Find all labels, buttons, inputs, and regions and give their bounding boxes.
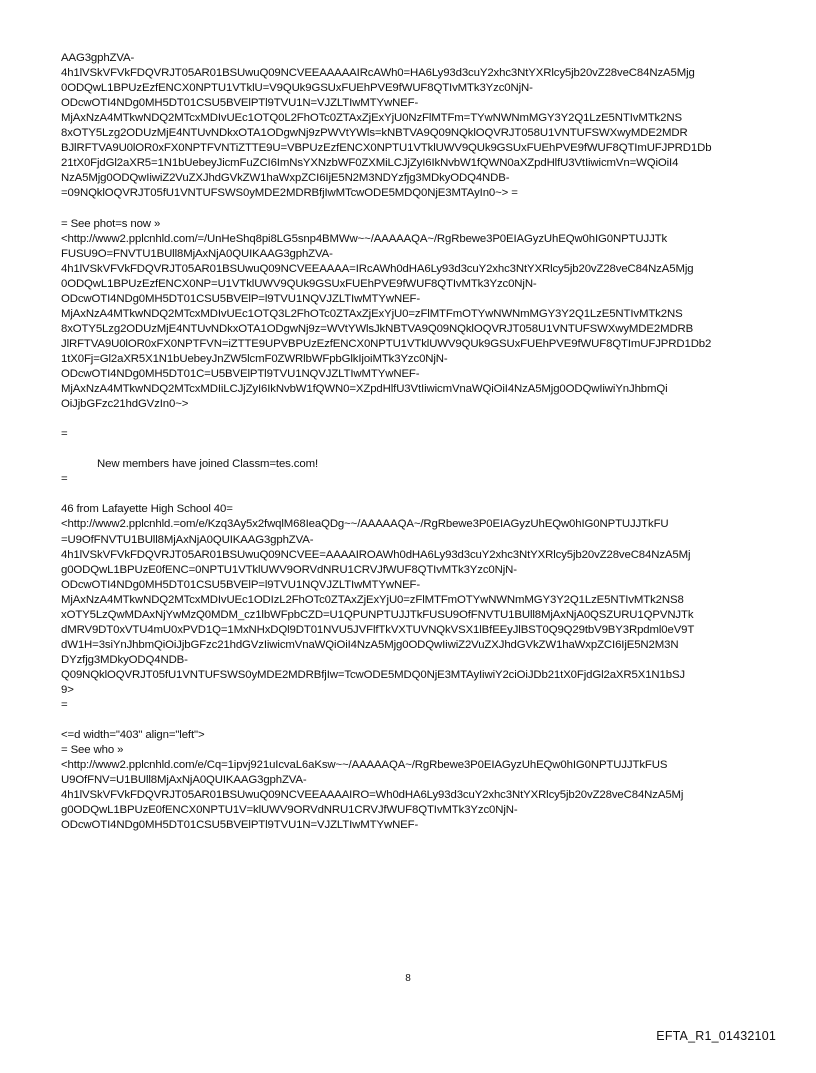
text-line: 4h1lVSkVFVkFDQVRJT05AR01BSUwuQ09NCVEEAAAAAIRcAWh0=HA6Ly93d3cuY2xhc3NtYXRlcy5jb20vZ28veC84NzA5Mjg	[61, 67, 695, 80]
text-line: = See phot=s now »	[61, 217, 161, 230]
text-line: U9OfFNV=U1BUll8MjAxNjA0QUIKAAG3gphZVA-	[61, 774, 307, 787]
text-line: JlRFTVA9U0lOR0xFX0NPTFVN=iZTTE9UPVBPUzEzfENCX0NPTU1VTklUWV9QUk9GSUxFUEhPVE9fWUF8QTImUFJPRD1Db2	[61, 337, 712, 350]
text-line: dMRV9DT0xVTU4mU0xPVD1Q=1MxNHxDQl9DT01NVU5JVFlfTkVXTUVNQkVSX1lBfEEyJlBST0Q9Q29tbV9BY3Rpdml0eV9T	[61, 623, 695, 636]
text-line: MjAxNzA4MTkwNDQ2MTcxMDIvUEc1ODIzL2FhOTc0ZTAxZjExYjU0=zFlMTFmOTYwNWNmMGY3Y2Q1LzE5NTIvMTk2NS8	[61, 593, 684, 606]
text-line: ODcwOTI4NDg0MH5DT01C=U5BVElPTl9TVU1NQVJZLTIwMTYwNEF-	[61, 367, 420, 380]
text-line: AAG3gphZVA-	[61, 52, 135, 64]
text-line: 9>	[61, 683, 74, 696]
text-line: BJlRFTVA9U0lOR0xFX0NPTFVNTiZTTE9U=VBPUzEzfENCX0NPTU1VTklUWV9QUk9GSUxFUEhPVE9fWUF8QTImUFJPRD1Db	[61, 142, 712, 155]
text-line: ODcwOTI4NDg0MH5DT01CSU5BVElP=l9TVU1NQVJZLTIwMTYwNEF-	[61, 292, 421, 305]
text-line: DYzfjg3MDkyODQ4NDB-	[61, 653, 188, 666]
text-line: g0ODQwL1BPUzE0fENCX0NPTU1V=klUWV9ORVdNRU1CRVJfWUF8QTIvMTk3Yzc0NjN-	[61, 804, 518, 817]
text-line: =	[61, 428, 68, 441]
text-line: NzA5Mjg0ODQwIiwiZ2VuZXJhdGVkZW1haWxpZCI6IjE5N2M3NDYzfjg3MDkyODQ4NDB-	[61, 172, 510, 185]
text-line: xOTY5LzQwMDAxNjYwMzQ0MDM_cz1lbWFpbCZD=U1QPUNPTUJJTkFUSU9OfFNVTU1BUll8MjAxNjA0QSZURU1QPVNJTk	[61, 608, 694, 621]
text-line: 0ODQwL1BPUzEzfENCX0NPTU1VTklU=V9QUk9GSUxFUEhPVE9fWUF8QTIvMTk3Yzc0NjN-	[61, 82, 533, 95]
text-line: Q09NQklOQVRJT05fU1VNTUFSWS0yMDE2MDRBfjIw=TcwODE5MDQ0NjE3MTAyIiwiY2ciOiJDb21tX0FjdGl2aXR5X1N1bSJ	[61, 668, 686, 681]
text-line: 4h1lVSkVFVkFDQVRJT05AR01BSUwuQ09NCVEE=AAAAIROAWh0dHA6Ly93d3cuY2xhc3NtYXRlcy5jb20vZ28veC84NzA5Mj	[61, 548, 691, 561]
text-line: MjAxNzA4MTkwNDQ2MTcxMDIiLCJjZyI6IkNvbW1fQWN0=XZpdHlfU3VtIiwicmVnaWQiOiI4NzA5Mjg0ODQwIiwiYnJhbmQi	[61, 383, 668, 396]
text-line: <http://www2.pplcnhld.=om/e/Kzq3Ay5x2fwqlM68IeaQDg~~/AAAAAQA~/RgRbewe3P0EIAGyzUhEQw0hIG0NPTUJJTkFU	[61, 518, 669, 531]
text-line: 1tX0Fj=Gl2aXR5X1N1bUebeyJnZW5lcmF0ZWRlbWFpbGlkIjoiMTk3Yzc0NjN-	[61, 352, 448, 365]
document-id-stamp: EFTA_R1_01432101	[656, 1029, 776, 1043]
text-line: 0ODQwL1BPUzEzfENCX0NP=U1VTklUWV9QUk9GSUxFUEhPVE9fWUF8QTIvMTk3Yzc0NjN-	[61, 277, 537, 290]
blank-line	[61, 201, 773, 216]
blank-line	[61, 412, 773, 427]
text-line: 21tX0FjdGl2aXR5=1N1bUebeyJicmFuZCI6ImNsYXNzbWF0ZXMiLCJjZyI6IkNvbW1fQWN0aXZpdHlfU3VtIiwicmVn=WQiOiI4	[61, 157, 679, 170]
text-line: 8xOTY5Lzg2ODUzMjE4NTUvNDkxOTA1ODgwNj9z=WVtYWlsJkNBTVA9Q09NQklOQVRJT058U1VNTUFSWXwyMDE2MDRB	[61, 322, 694, 335]
email-body-text	[61, 51, 773, 833]
text-line: <=d width="403" align="left">	[61, 729, 205, 742]
blank-line	[61, 713, 773, 728]
text-line: MjAxNzA4MTkwNDQ2MTcxMDIvUEc1OTQ3L2FhOTc0ZTAxZjExYjU0=zFlMTFmOTYwNWNmMGY3Y2Q1LzE5NTIvMTk2NS	[61, 307, 683, 320]
text-line: g0ODQwL1BPUzE0fENC=0NPTU1VTklUWV9ORVdNRU1CRVJfWUF8QTIvMTk3Yzc0NjN-	[61, 563, 517, 576]
notification-heading: New members have joined Classm=tes.com!	[97, 458, 319, 471]
blank-line	[61, 442, 773, 457]
text-line: FUSU9O=FNVTU1BUll8MjAxNjA0QUIKAAG3gphZVA-	[61, 247, 333, 260]
blank-line	[61, 487, 773, 502]
text-line: ODcwOTI4NDg0MH5DT01CSU5BVElPTl9TVU1N=VJZLTIwMTYwNEF-	[61, 819, 419, 832]
text-line: ODcwOTI4NDg0MH5DT01CSU5BVElPTl9TVU1N=VJZLTIwMTYwNEF-	[61, 97, 419, 110]
text-line: 4h1lVSkVFVkFDQVRJT05AR01BSUwuQ09NCVEEAAAAIRO=Wh0dHA6Ly93d3cuY2xhc3NtYXRlcy5jb20vZ28veC84NzA5Mj	[61, 789, 684, 802]
text-line: <http://www2.pplcnhld.com/=/UnHeShq8pi8LG5snp4BMWw~~/AAAAAQA~/RgRbewe3P0EIAGyzUhEQw0hIG0NPTUJJTk	[61, 232, 668, 245]
page-number: 8	[405, 973, 411, 984]
text-line: 8xOTY5Lzg2ODUzMjE4NTUvNDkxOTA1ODgwNj9zPWVtYWls=kNBTVA9Q09NQklOQVRJT058U1VNTUFSWXwyMDE2MDR	[61, 127, 688, 140]
text-line: =	[61, 473, 68, 486]
text-line: dW1H=3siYnJhbmQiOiJjbGFzc21hdGVzIiwicmVnaWQiOiI4NzA5Mjg0ODQwIiwiZ2VuZXJhdGVkZW1haWxpZCI6IjE5N2M3N	[61, 638, 679, 651]
text-line: MjAxNzA4MTkwNDQ2MTcxMDIvUEc1OTQ0L2FhOTc0ZTAxZjExYjU0NzFlMTFm=TYwNWNmMGY3Y2Q1LzE5NTIvMTk2NS	[61, 112, 682, 125]
text-line: =09NQklOQVRJT05fU1VNTUFSWS0yMDE2MDRBfjIwMTcwODE5MDQ0NjE3MTAyIn0~> =	[61, 187, 518, 200]
text-line: ODcwOTI4NDg0MH5DT01CSU5BVElP=l9TVU1NQVJZLTIwMTYwNEF-	[61, 578, 421, 591]
text-line: 46 from Lafayette High School 40=	[61, 503, 233, 516]
text-line: =	[61, 699, 68, 712]
text-line: OiJjbGFzc21hdGVzIn0~>	[61, 398, 189, 411]
text-line: 4h1lVSkVFVkFDQVRJT05AR01BSUwuQ09NCVEEAAAA=IRcAWh0dHA6Ly93d3cuY2xhc3NtYXRlcy5jb20vZ28veC84NzA5Mjg	[61, 262, 694, 275]
text-line: <http://www2.pplcnhld.com/e/Cq=1ipvj921uIcvaL6aKsw~~/AAAAAQA~/RgRbewe3P0EIAGyzUhEQw0hIG0NPTUJJTkFUS	[61, 759, 668, 772]
text-line: = See who »	[61, 744, 124, 757]
text-line: =U9OfFNVTU1BUll8MjAxNjA0QUIKAAG3gphZVA-	[61, 533, 314, 546]
